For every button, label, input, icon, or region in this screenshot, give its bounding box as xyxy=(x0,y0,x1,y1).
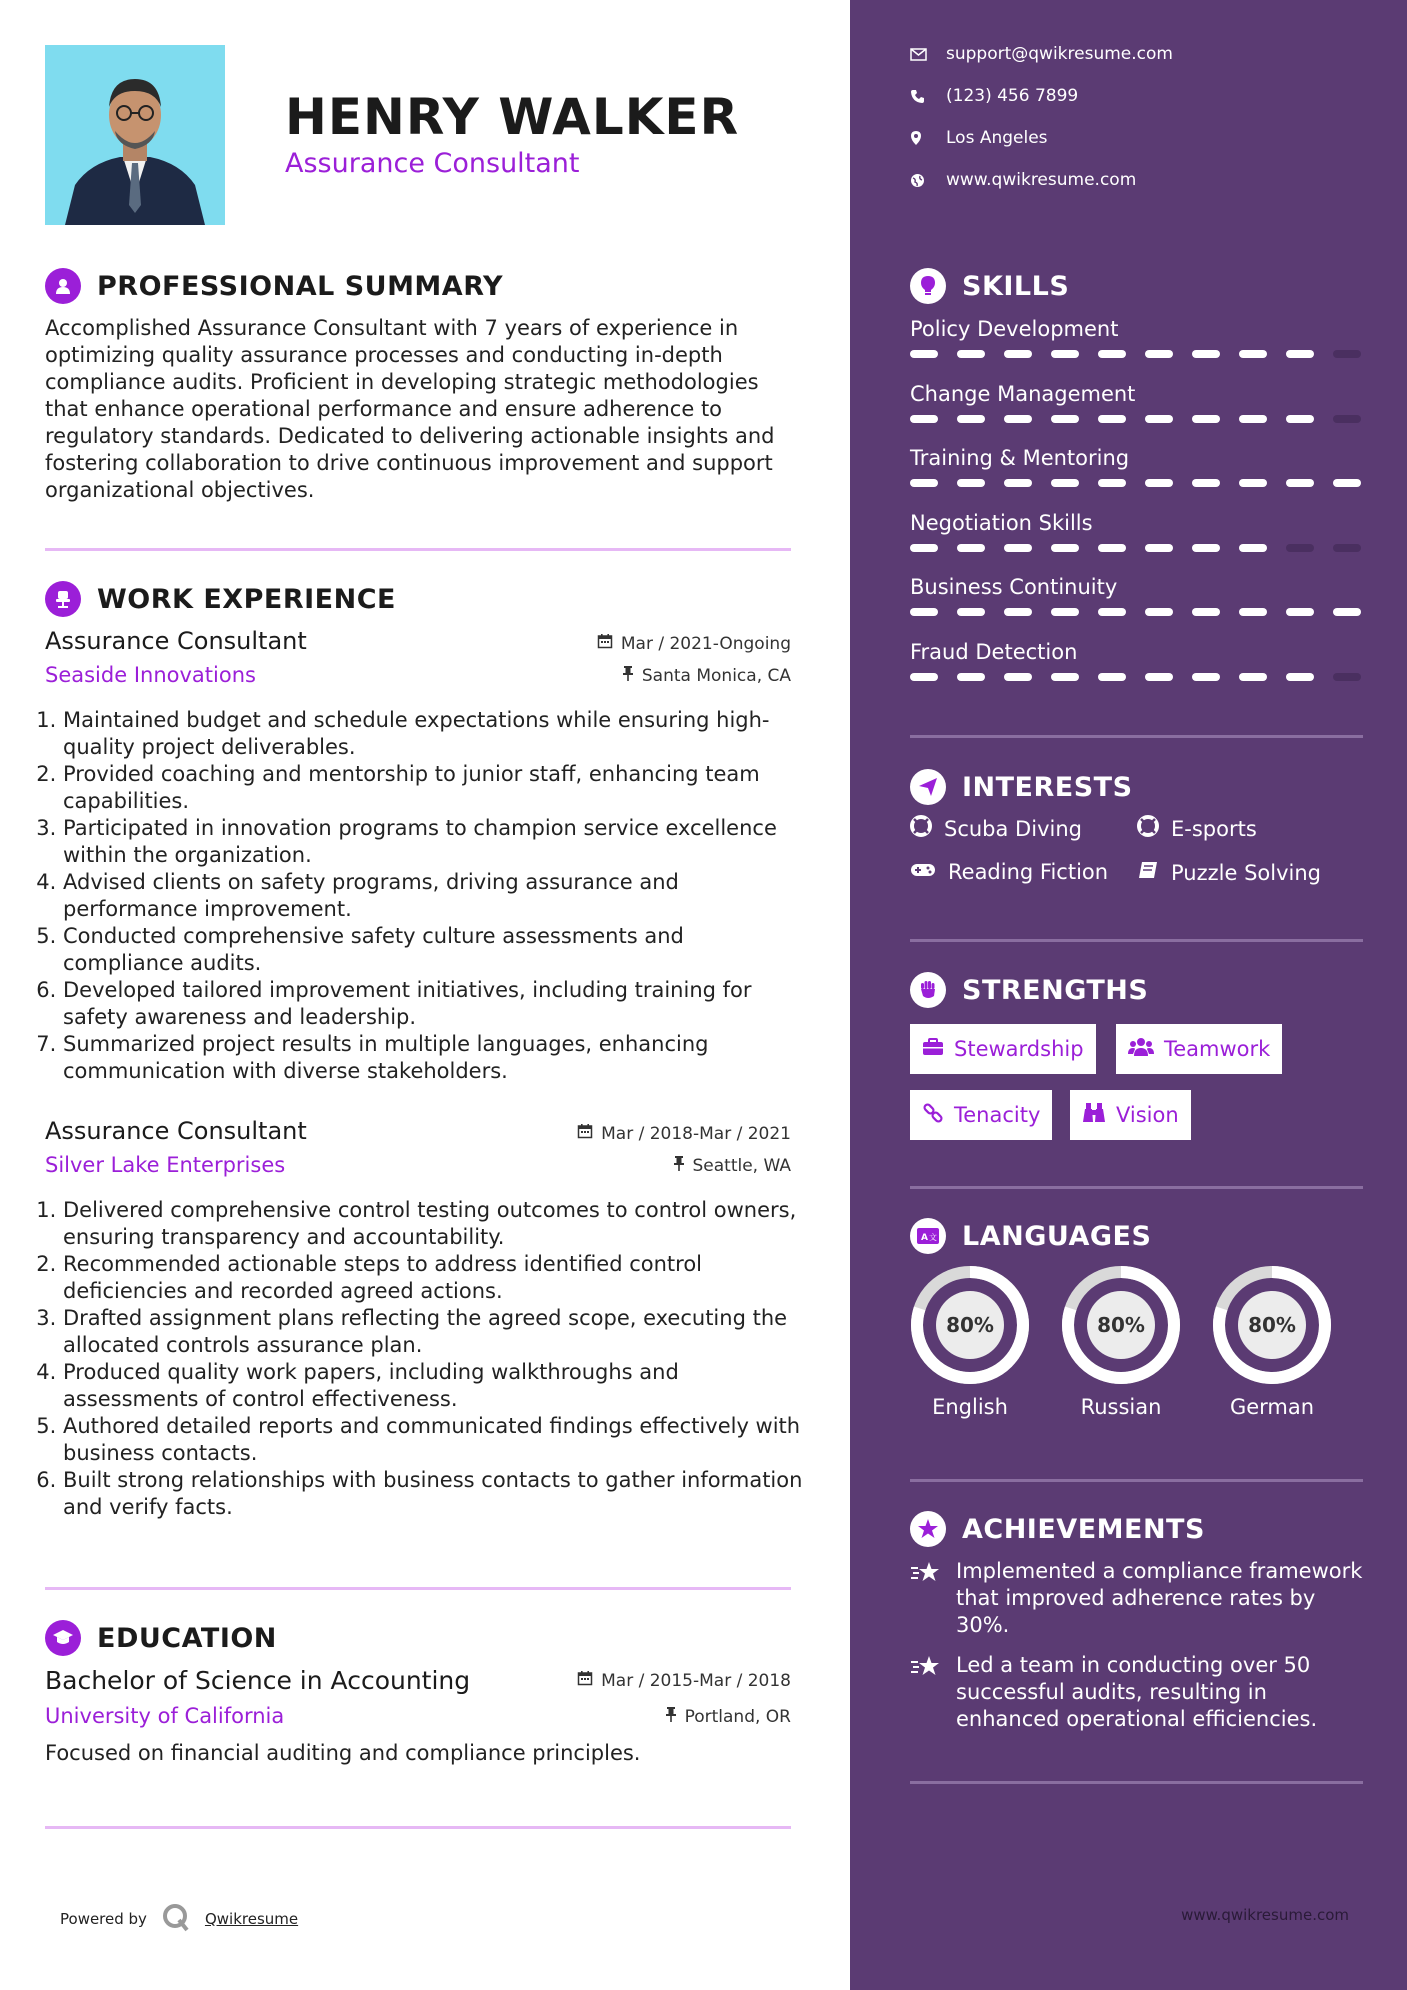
education-heading xyxy=(45,1620,277,1656)
skill-level-segment xyxy=(1098,479,1126,487)
strength-tag xyxy=(1116,1024,1282,1074)
skill-name: Training & Mentoring xyxy=(910,446,1130,470)
language-percent: 80% xyxy=(946,1313,994,1337)
skill-level-segment xyxy=(1286,479,1314,487)
list-item: 3. Participated in innovation programs to champion service excellence within the organization. xyxy=(63,815,803,869)
skill-level-segment xyxy=(957,544,985,552)
skills-heading xyxy=(910,268,1069,304)
skill-level-bar xyxy=(910,608,1361,616)
experience-title: WORK EXPERIENCE xyxy=(97,583,396,615)
section-divider xyxy=(910,1186,1363,1189)
section-divider xyxy=(910,735,1363,738)
list-item: 1. Delivered comprehensive control testing outcomes to control owners, ensuring transparency and accountability. xyxy=(63,1197,803,1251)
job-entry xyxy=(45,627,791,1087)
achievements-heading xyxy=(910,1511,1205,1547)
language-item xyxy=(1212,1265,1332,1419)
section-divider xyxy=(910,939,1363,942)
achievement-text: Led a team in conducting over 50 successful audits, resulting in enhanced operational efficiencies. xyxy=(956,1653,1318,1731)
education-date xyxy=(577,1670,791,1691)
skill-level-segment xyxy=(1286,673,1314,681)
skill-level-segment xyxy=(1098,673,1126,681)
job-bullets xyxy=(37,1197,803,1521)
star-badge-icon xyxy=(910,1511,946,1547)
skill-level-segment xyxy=(910,479,938,487)
skill-item xyxy=(910,511,1363,535)
skill-level-segment xyxy=(1098,350,1126,358)
interest-item xyxy=(910,815,1082,842)
job-company: Silver Lake Enterprises xyxy=(45,1153,286,1177)
calendar-icon xyxy=(577,1670,593,1691)
skill-level-segment xyxy=(1051,608,1079,616)
skill-level-bar xyxy=(910,479,1361,487)
job-location-text: Santa Monica, CA xyxy=(641,665,791,686)
skill-level-segment xyxy=(1192,415,1220,423)
pushpin-icon xyxy=(673,1155,685,1176)
skill-level-segment xyxy=(1239,544,1267,552)
chair-icon xyxy=(45,581,81,617)
skill-level-segment xyxy=(1333,544,1361,552)
interest-label: E-sports xyxy=(1171,816,1257,841)
list-item: 2. Recommended actionable steps to address identified control deficiencies and recorded agreed actions. xyxy=(63,1251,803,1305)
list-item: 6. Built strong relationships with business contacts to gather information and verify facts. xyxy=(63,1467,803,1521)
gamepad-icon xyxy=(910,860,936,884)
skill-level-segment xyxy=(1239,673,1267,681)
skill-item xyxy=(910,382,1363,406)
section-divider xyxy=(45,548,791,551)
job-date-text: Mar / 2021-Ongoing xyxy=(620,633,791,654)
skill-level-segment xyxy=(910,415,938,423)
skill-level-bar xyxy=(910,544,1361,552)
lightbulb-icon xyxy=(910,268,946,304)
contact-location xyxy=(910,128,1048,148)
job-location xyxy=(622,665,791,686)
skill-level-segment xyxy=(910,350,938,358)
job-location xyxy=(673,1155,792,1176)
job-bullets xyxy=(37,707,803,1085)
list-item: 3. Drafted assignment plans reflecting the agreed scope, executing the allocated controls assurance plan. xyxy=(63,1305,803,1359)
skill-level-bar xyxy=(910,350,1361,358)
strength-tag xyxy=(910,1024,1096,1074)
interest-label: Reading Fiction xyxy=(948,860,1109,884)
skill-level-segment xyxy=(1098,608,1126,616)
contact-website-text: www.qwikresume.com xyxy=(946,170,1137,190)
section-divider xyxy=(910,1479,1363,1482)
school: University of California xyxy=(45,1704,285,1728)
svg-text:A: A xyxy=(921,1233,928,1243)
skill-level-segment xyxy=(1051,544,1079,552)
skill-level-segment xyxy=(1192,673,1220,681)
summary-title: PROFESSIONAL SUMMARY xyxy=(97,270,504,302)
achievement-text: Implemented a compliance framework that improved adherence rates by 30%. xyxy=(956,1559,1363,1637)
skill-level-segment xyxy=(1004,479,1032,487)
achievements-title: ACHIEVEMENTS xyxy=(962,1513,1205,1545)
list-item: 2. Provided coaching and mentorship to junior staff, enhancing team capabilities. xyxy=(63,761,803,815)
job-date xyxy=(597,633,791,654)
users-icon xyxy=(1128,1037,1154,1062)
job-title: Assurance Consultant xyxy=(45,1117,307,1145)
language-name: German xyxy=(1229,1395,1315,1419)
skill-level-segment xyxy=(1051,673,1079,681)
skill-level-segment xyxy=(957,673,985,681)
skill-level-segment xyxy=(1004,415,1032,423)
user-icon xyxy=(45,268,81,304)
strength-tag xyxy=(1070,1090,1191,1140)
pushpin-icon xyxy=(622,665,634,686)
list-item: 5. Conducted comprehensive safety culture assessments and compliance audits. xyxy=(63,923,803,977)
skill-level-segment xyxy=(1333,350,1361,358)
list-item: 6. Developed tailored improvement initiatives, including training for safety awareness and leadership. xyxy=(63,977,803,1031)
skill-level-segment xyxy=(1145,350,1173,358)
skill-name: Business Continuity xyxy=(910,575,1118,599)
language-item xyxy=(1061,1265,1181,1419)
skill-level-segment xyxy=(1192,479,1220,487)
skill-level-segment xyxy=(1239,608,1267,616)
experience-heading xyxy=(45,581,396,617)
section-divider xyxy=(45,1826,791,1829)
list-item: 5. Authored detailed reports and communicated findings effectively with business contacts. xyxy=(63,1413,803,1467)
language-percent: 80% xyxy=(1248,1313,1296,1337)
list-item: 4. Produced quality work papers, including walkthroughs and assessments of control effectiveness. xyxy=(63,1359,803,1413)
qwikresume-logo-icon xyxy=(161,1902,191,1936)
map-marker-icon xyxy=(910,130,946,146)
interests-heading xyxy=(910,769,1133,805)
skill-level-segment xyxy=(957,608,985,616)
contact-website[interactable] xyxy=(910,170,1136,190)
interest-item xyxy=(1137,815,1257,842)
education-location-text: Portland, OR xyxy=(684,1706,791,1727)
skill-level-segment xyxy=(1333,479,1361,487)
candidate-title: Assurance Consultant xyxy=(285,148,580,179)
list-item: 1. Maintained budget and schedule expectations while ensuring high-quality project deliverables. xyxy=(63,707,803,761)
skill-item xyxy=(910,317,1363,341)
list-item: 4. Advised clients on safety programs, driving assurance and performance improvement. xyxy=(63,869,803,923)
interest-label: Puzzle Solving xyxy=(1171,860,1321,885)
skill-level-segment xyxy=(1145,415,1173,423)
skill-level-segment xyxy=(957,350,985,358)
skill-level-segment xyxy=(1145,479,1173,487)
skill-level-segment xyxy=(957,479,985,487)
contact-email-text: support@qwikresume.com xyxy=(946,44,1173,64)
skill-level-segment xyxy=(1098,544,1126,552)
skill-level-segment xyxy=(1333,608,1361,616)
strength-tag xyxy=(910,1090,1052,1140)
job-location-text: Seattle, WA xyxy=(692,1155,791,1176)
envelope-icon xyxy=(910,48,946,61)
summary-heading xyxy=(45,268,503,304)
skill-item xyxy=(910,640,1363,664)
skill-item xyxy=(910,446,1363,470)
skill-level-segment xyxy=(1145,544,1173,552)
skill-level-segment xyxy=(1051,479,1079,487)
skill-level-segment xyxy=(1286,415,1314,423)
shooting-star-icon xyxy=(910,1654,942,1733)
language-percent: 80% xyxy=(1097,1313,1145,1337)
strengths-heading xyxy=(910,972,1148,1008)
contact-email[interactable] xyxy=(910,44,1173,64)
svg-text:文: 文 xyxy=(929,1233,937,1242)
binoculars-icon xyxy=(1082,1102,1106,1129)
skill-level-segment xyxy=(1004,544,1032,552)
contact-phone[interactable] xyxy=(910,86,1078,106)
skill-level-segment xyxy=(1239,415,1267,423)
strength-label: Teamwork xyxy=(1164,1037,1271,1061)
skill-level-segment xyxy=(1239,479,1267,487)
book-icon xyxy=(1137,860,1159,885)
skills-title: SKILLS xyxy=(962,270,1070,302)
language-progress-ring xyxy=(1212,1265,1332,1385)
skill-level-segment xyxy=(1192,350,1220,358)
strength-label: Tenacity xyxy=(954,1103,1041,1127)
degree: Bachelor of Science in Accounting xyxy=(45,1666,471,1695)
briefcase-icon xyxy=(922,1037,944,1061)
job-entry xyxy=(45,1117,803,1527)
life-ring-icon xyxy=(1137,815,1159,842)
paper-plane-icon xyxy=(910,769,946,805)
language-name: Russian xyxy=(1080,1395,1162,1419)
skill-level-bar xyxy=(910,673,1361,681)
skill-level-segment xyxy=(1145,673,1173,681)
interests-title: INTERESTS xyxy=(962,771,1133,803)
skill-name: Negotiation Skills xyxy=(910,510,1093,535)
footer-website[interactable]: www.qwikresume.com xyxy=(1181,1906,1349,1924)
skill-level-segment xyxy=(1145,608,1173,616)
education-date-text: Mar / 2015-Mar / 2018 xyxy=(601,1670,791,1691)
footer-powered xyxy=(60,1902,298,1936)
education-entry xyxy=(45,1666,791,1776)
strength-label: Vision xyxy=(1116,1103,1179,1127)
interest-label: Scuba Diving xyxy=(944,816,1082,841)
sidebar xyxy=(850,0,1407,1990)
education-description: Focused on financial auditing and compliance principles. xyxy=(45,1741,641,1765)
graduation-cap-icon xyxy=(45,1620,81,1656)
skill-level-segment xyxy=(957,415,985,423)
language-item xyxy=(910,1265,1030,1419)
interest-item xyxy=(1137,860,1321,885)
qwikresume-link[interactable]: Qwikresume xyxy=(204,1910,299,1928)
section-divider xyxy=(45,1587,791,1590)
contact-location-text: Los Angeles xyxy=(946,128,1048,148)
interest-item xyxy=(910,860,1108,884)
calendar-icon xyxy=(597,633,613,654)
job-date xyxy=(577,1123,791,1144)
skill-level-segment xyxy=(910,608,938,616)
globe-icon xyxy=(910,173,946,188)
summary-text: Accomplished Assurance Consultant with 7 years of experience in optimizing quality assurance processes and conducting in-depth compliance audits. Proficient in developing strategic methodologies that enhance operational performance and ensure adherence to regulatory standards. Dedicated to delivering actionable insights and fostering collaboration to drive continuous improvement and support organizational objectives. xyxy=(45,316,775,502)
skill-level-segment xyxy=(1286,608,1314,616)
calendar-icon xyxy=(577,1123,593,1144)
skill-name: Change Management xyxy=(910,381,1136,406)
skill-level-segment xyxy=(1192,608,1220,616)
life-ring-icon xyxy=(910,815,932,842)
skill-name: Fraud Detection xyxy=(910,639,1078,664)
skill-level-bar xyxy=(910,415,1361,423)
skill-level-segment xyxy=(1004,673,1032,681)
job-title: Assurance Consultant xyxy=(45,627,307,655)
skill-level-segment xyxy=(1286,544,1314,552)
skill-name: Policy Development xyxy=(910,317,1119,341)
list-item: 7. Summarized project results in multiple languages, enhancing communication with diverse stakeholders. xyxy=(63,1031,803,1085)
phone-icon xyxy=(910,89,946,104)
languages-title: LANGUAGES xyxy=(962,1220,1152,1252)
skill-level-segment xyxy=(1004,608,1032,616)
strengths-title: STRENGTHS xyxy=(962,974,1149,1006)
skill-level-segment xyxy=(1051,415,1079,423)
skill-item xyxy=(910,575,1363,599)
link-icon xyxy=(922,1102,944,1129)
achievement-item xyxy=(910,1558,1370,1639)
fist-icon xyxy=(910,972,946,1008)
skill-level-segment xyxy=(910,544,938,552)
education-title: EDUCATION xyxy=(97,1622,277,1654)
powered-by-label: Powered by xyxy=(60,1910,147,1928)
skill-level-segment xyxy=(1098,415,1126,423)
shooting-star-icon xyxy=(910,1560,942,1639)
skill-level-segment xyxy=(1286,350,1314,358)
job-company: Seaside Innovations xyxy=(45,663,256,687)
education-location xyxy=(665,1706,791,1727)
skill-level-segment xyxy=(1239,350,1267,358)
language-icon xyxy=(910,1218,946,1254)
profile-photo xyxy=(45,45,225,225)
strength-label: Stewardship xyxy=(954,1037,1084,1061)
skill-level-segment xyxy=(1333,673,1361,681)
skill-level-segment xyxy=(910,673,938,681)
contact-phone-text: (123) 456 7899 xyxy=(946,86,1079,106)
language-name: English xyxy=(932,1395,1008,1419)
pushpin-icon xyxy=(665,1706,677,1727)
candidate-name: HENRY WALKER xyxy=(285,88,740,146)
language-progress-ring xyxy=(910,1265,1030,1385)
skill-level-segment xyxy=(1004,350,1032,358)
job-date-text: Mar / 2018-Mar / 2021 xyxy=(601,1123,791,1144)
section-divider xyxy=(910,1781,1363,1784)
skill-level-segment xyxy=(1051,350,1079,358)
skill-level-segment xyxy=(1333,415,1361,423)
achievement-item xyxy=(910,1652,1370,1733)
languages-heading xyxy=(910,1218,1151,1254)
skill-level-segment xyxy=(1192,544,1220,552)
language-progress-ring xyxy=(1061,1265,1181,1385)
